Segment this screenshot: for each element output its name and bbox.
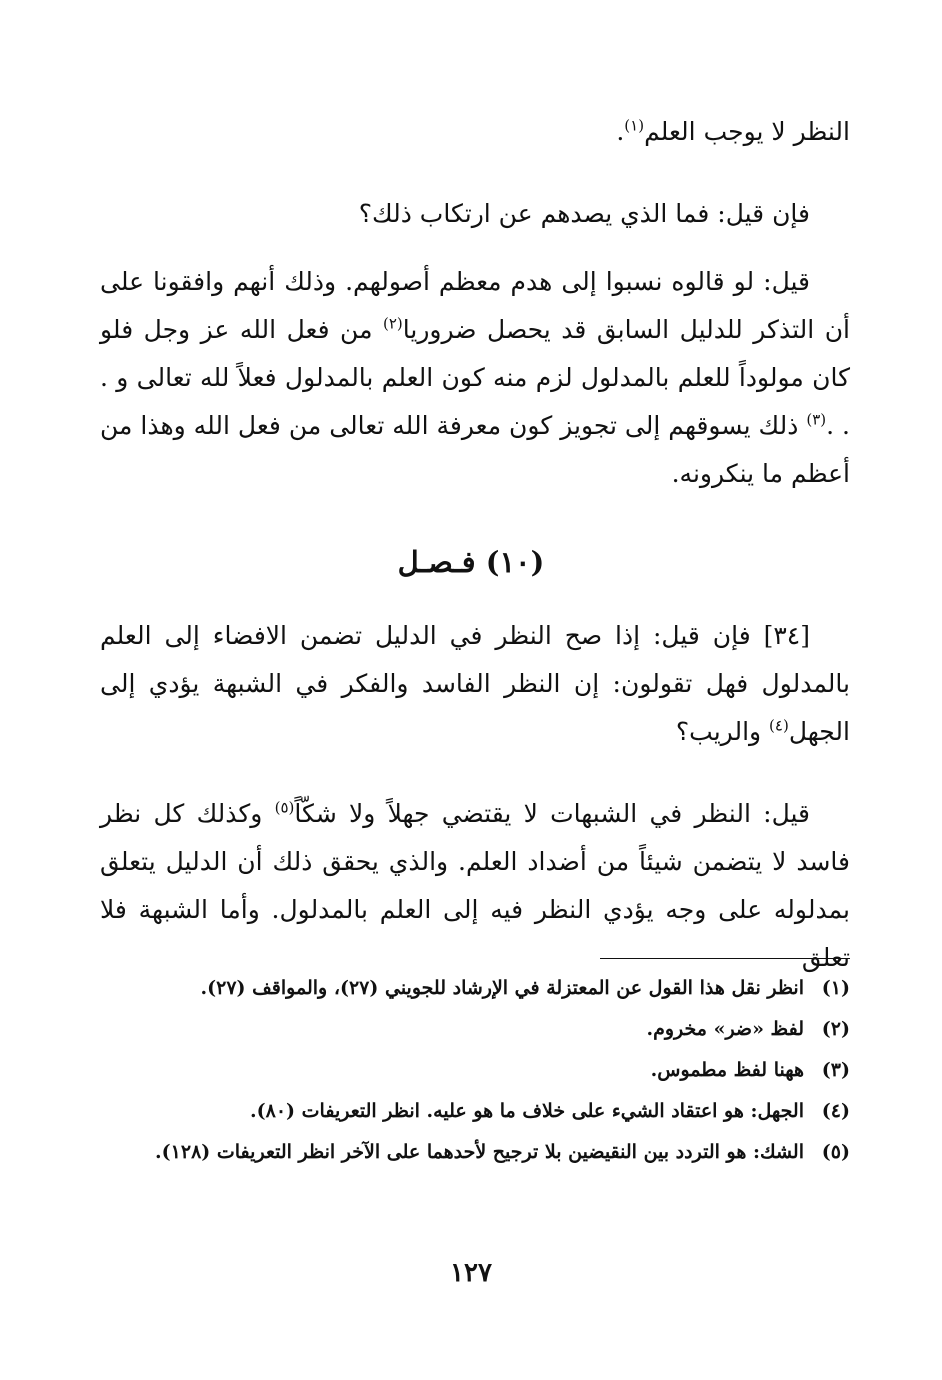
section-heading: (١٠) فـصـل xyxy=(397,545,545,579)
footnote-ref: (٥) xyxy=(274,798,295,817)
footnote-divider xyxy=(600,958,850,959)
page-number: ١٢٧ xyxy=(450,1258,492,1288)
footnote-text: ههنا لفظ مطموس. xyxy=(650,1059,804,1081)
footnotes xyxy=(100,968,850,1173)
footnote-text: الجهل: هو اعتقاد الشيء على خلاف ما هو عليه. انظر التعريفات (٨٠). xyxy=(250,1100,804,1122)
paragraph-34 xyxy=(100,612,850,756)
footnote-ref: (٢) xyxy=(383,314,403,333)
text-run: . xyxy=(616,117,625,146)
footnote-text: لفظ «ضر» مخروم. xyxy=(646,1018,804,1040)
footnote-number: (٣) xyxy=(821,1059,850,1081)
footnote-number: (١) xyxy=(821,977,850,999)
text-run: والريب؟ xyxy=(675,717,770,746)
footnote-ref: (١) xyxy=(624,116,645,135)
text-run: وكذلك كل نظر فاسد لا يتضمن شيئاً من أضداد العلم. والذي يحقق ذلك أن الدليل يتعلق بمدلوله على وجه يؤدي النظر فيه إلى العلم بالمدلول. وأما الشبهة فلا تعلق xyxy=(100,799,850,972)
footnote-number: (٢) xyxy=(821,1018,850,1040)
text-run: فإن قيل: إذا صح النظر في الدليل تضمن الافضاء إلى العلم بالمدلول فهل تقولون: إن النظر الفاسد والفكر في الشبهة يؤدي إلى الجهل xyxy=(100,621,850,746)
footnote-ref: (٣) xyxy=(806,410,827,429)
footnote-item xyxy=(100,1132,850,1173)
footnote-number: (٥) xyxy=(821,1141,850,1163)
text-run: قيل: لو قالوه نسبوا إلى هدم معظم أصولهم. وذلك أنهم وافقونا على أن التذكر للدليل السابق قد يحصل ضروريا xyxy=(100,267,850,344)
paragraph-line xyxy=(100,108,850,156)
footnote-item xyxy=(100,1091,850,1132)
paragraph-answer xyxy=(100,258,850,498)
footnote-ref: (٤) xyxy=(769,716,789,735)
text-run: من فعل الله عز وجل فلو كان مولوداً للعلم بالمدلول لزم منه كون العلم بالمدلول فعلاً لله تعالى و . . . xyxy=(100,315,851,440)
footnote-number: (٤) xyxy=(821,1100,850,1122)
footnote-text: انظر نقل هذا القول عن المعتزلة في الإرشاد للجويني (٢٧)، والمواقف (٢٧). xyxy=(200,977,804,999)
footnote-item xyxy=(100,1009,850,1050)
paragraph-answer-2 xyxy=(100,790,850,982)
footnote-item xyxy=(100,1050,850,1091)
paragraph-question: فإن قيل: فما الذي يصدهم عن ارتكاب ذلك؟ xyxy=(358,199,810,228)
text-run: ذلك يسوقهم إلى تجويز كون معرفة الله تعالى من فعل الله وهذا من أعظم ما ينكرونه. xyxy=(100,411,850,488)
paragraph-number: [٣٤] xyxy=(763,621,810,650)
footnote-item xyxy=(100,968,850,1009)
text-run: قيل: النظر في الشبهات لا يقتضي جهلاً ولا شكّاً xyxy=(294,799,810,828)
footnote-text: الشك: هو التردد بين النقيضين بلا ترجيح لأحدهما على الآخر انظر التعريفات (١٢٨). xyxy=(155,1141,804,1163)
text-run: النظر لا يوجب العلم xyxy=(644,117,850,146)
opening-lines xyxy=(100,108,850,238)
